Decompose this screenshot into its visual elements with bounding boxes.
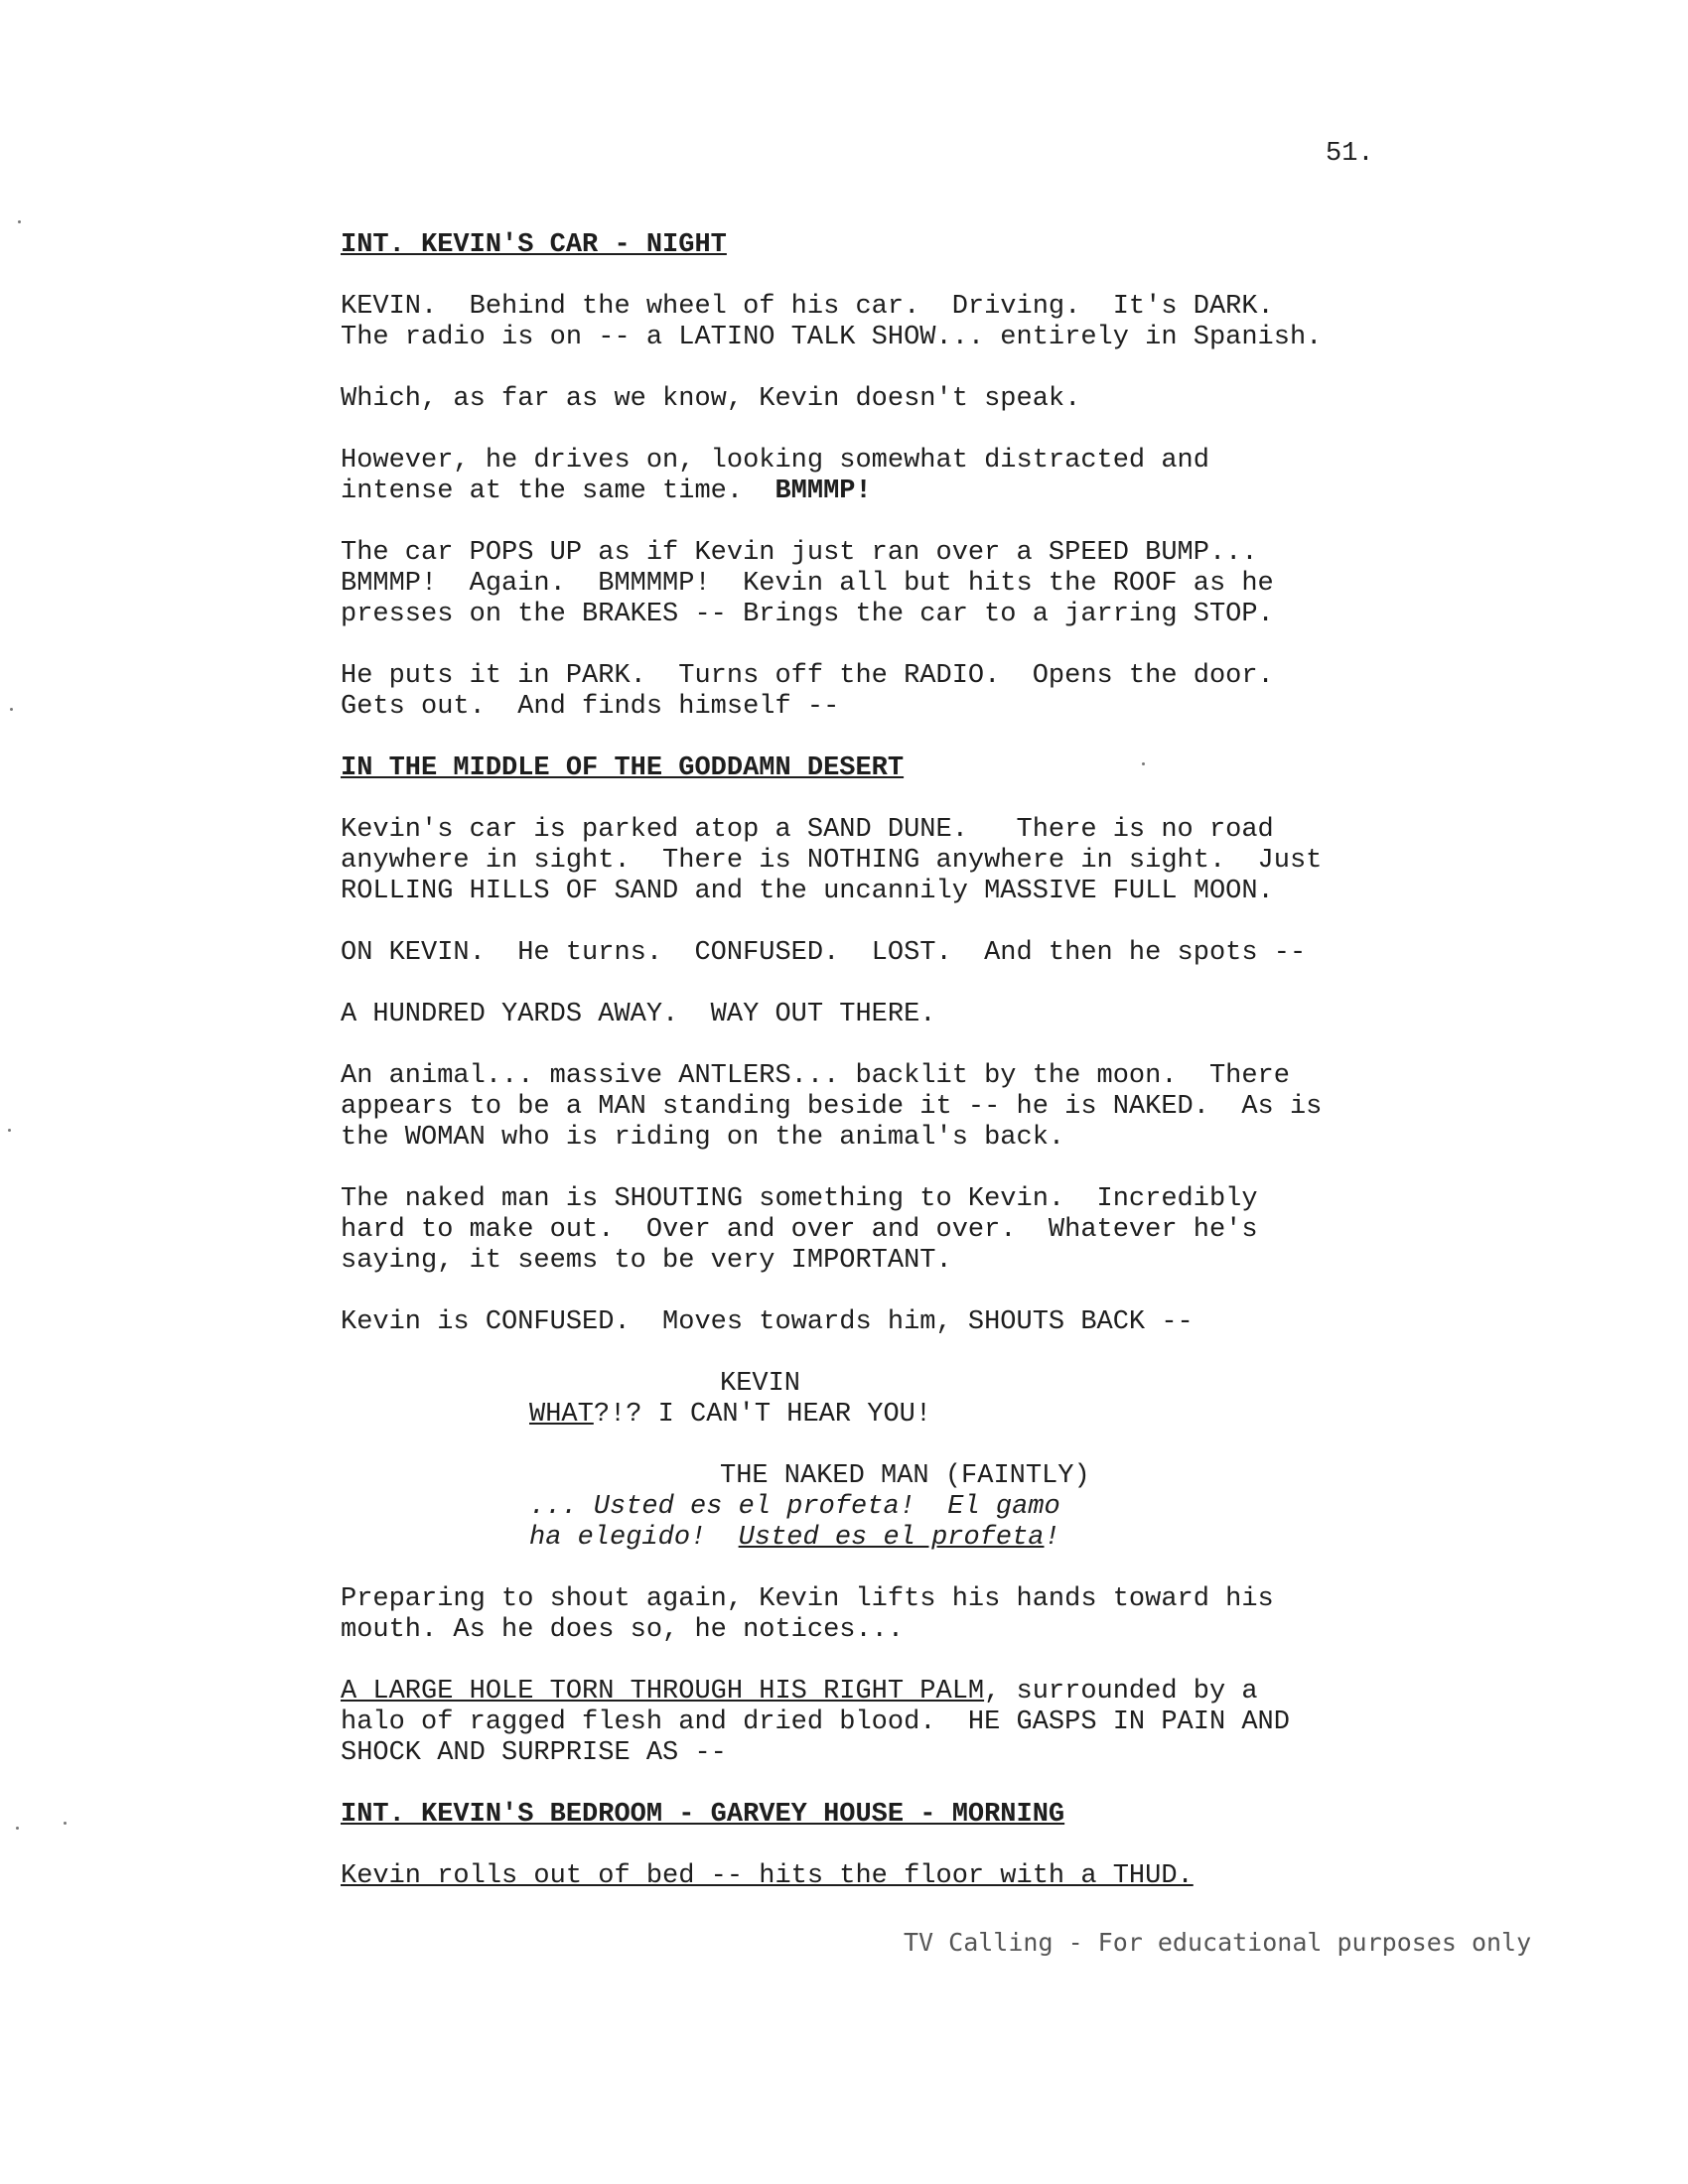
action-line: , surrounded by a xyxy=(984,1677,1258,1706)
action-paragraph xyxy=(341,815,1492,907)
scene-heading: IN THE MIDDLE OF THE GODDAMN DESERT xyxy=(341,753,905,783)
dialogue-emphasis: WHAT xyxy=(529,1400,594,1430)
action-line: ROLLING HILLS OF SAND and the uncannily MASSIVE FULL MOON. xyxy=(341,877,1274,906)
dialogue-text: ! xyxy=(1044,1523,1060,1553)
page-number: 51. xyxy=(1326,139,1374,169)
action-paragraph xyxy=(341,661,1492,723)
action-paragraph: A HUNDRED YARDS AWAY. WAY OUT THERE. xyxy=(341,1000,936,1029)
action-line: SHOCK AND SURPRISE AS -- xyxy=(341,1738,727,1768)
action-paragraph xyxy=(341,538,1492,630)
action-line: mouth. As he does so, he notices... xyxy=(341,1615,905,1645)
action-line: Gets out. And finds himself -- xyxy=(341,692,840,722)
action-line: He puts it in PARK. Turns off the RADIO. Opens the door. xyxy=(341,661,1274,691)
action-emphasis: A LARGE HOLE TORN THROUGH HIS RIGHT PALM xyxy=(341,1677,985,1706)
character-name: KEVIN xyxy=(720,1369,801,1399)
sound-effect: BMMMP! xyxy=(774,477,872,506)
action-line: The naked man is SHOUTING something to Kevin. Incredibly xyxy=(341,1184,1258,1214)
action-paragraph xyxy=(341,1184,1492,1277)
action-line: the WOMAN who is riding on the animal's back. xyxy=(341,1123,1065,1153)
action-line: However, he drives on, looking somewhat distracted and xyxy=(341,446,1209,476)
action-line: KEVIN. Behind the wheel of his car. Driving. It's DARK. xyxy=(341,292,1274,322)
action-paragraph: Kevin rolls out of bed -- hits the floor with a THUD. xyxy=(341,1861,1194,1891)
action-paragraph: Kevin is CONFUSED. Moves towards him, SHOUTS BACK -- xyxy=(341,1307,1194,1337)
dialogue-line xyxy=(529,1523,1492,1554)
action-line: intense at the same time. xyxy=(341,477,775,506)
scene-heading: INT. KEVIN'S CAR - NIGHT xyxy=(341,230,727,260)
action-paragraph xyxy=(341,1584,1492,1646)
action-paragraph xyxy=(341,1061,1492,1154)
dialogue-line: ... Usted es el profeta! El gamo xyxy=(529,1492,1060,1522)
action-line: Preparing to shout again, Kevin lifts his hands toward his xyxy=(341,1584,1274,1614)
action-line: presses on the BRAKES -- Brings the car to a jarring STOP. xyxy=(341,600,1274,629)
action-line: The car POPS UP as if Kevin just ran over a SPEED BUMP... xyxy=(341,538,1258,568)
action-line: appears to be a MAN standing beside it -- he is NAKED. As is xyxy=(341,1092,1323,1122)
watermark-text: TV Calling - For educational purposes only xyxy=(904,1928,1532,1957)
action-line: halo of ragged flesh and dried blood. HE GASPS IN PAIN AND xyxy=(341,1707,1290,1737)
action-paragraph xyxy=(341,446,1492,507)
action-paragraph: Which, as far as we know, Kevin doesn't speak. xyxy=(341,384,1081,414)
dialogue-line xyxy=(529,1400,1492,1431)
action-line: BMMMP! Again. BMMMMP! Kevin all but hits the ROOF as he xyxy=(341,569,1274,599)
dialogue-block xyxy=(341,1461,1492,1554)
character-name: THE NAKED MAN (FAINTLY) xyxy=(720,1461,1090,1491)
action-paragraph xyxy=(341,1677,1492,1769)
action-line: The radio is on -- a LATINO TALK SHOW... entirely in Spanish. xyxy=(341,323,1323,352)
action-line: An animal... massive ANTLERS... backlit by the moon. There xyxy=(341,1061,1290,1091)
dialogue-block xyxy=(341,1369,1492,1431)
action-line: hard to make out. Over and over and over. Whatever he's xyxy=(341,1215,1258,1245)
screenplay-body xyxy=(341,230,1492,1923)
scene-heading: INT. KEVIN'S BEDROOM - GARVEY HOUSE - MORNING xyxy=(341,1800,1065,1830)
action-paragraph: ON KEVIN. He turns. CONFUSED. LOST. And then he spots -- xyxy=(341,938,1307,968)
dialogue-text: ?!? I CAN'T HEAR YOU! xyxy=(593,1400,932,1430)
action-line: Kevin's car is parked atop a SAND DUNE. There is no road xyxy=(341,815,1274,845)
action-line: saying, it seems to be very IMPORTANT. xyxy=(341,1246,952,1276)
action-line: anywhere in sight. There is NOTHING anywhere in sight. Just xyxy=(341,846,1323,876)
action-paragraph xyxy=(341,292,1492,353)
dialogue-text: ha elegido! xyxy=(529,1523,739,1553)
dialogue-emphasis: Usted es el profeta xyxy=(738,1523,1045,1553)
